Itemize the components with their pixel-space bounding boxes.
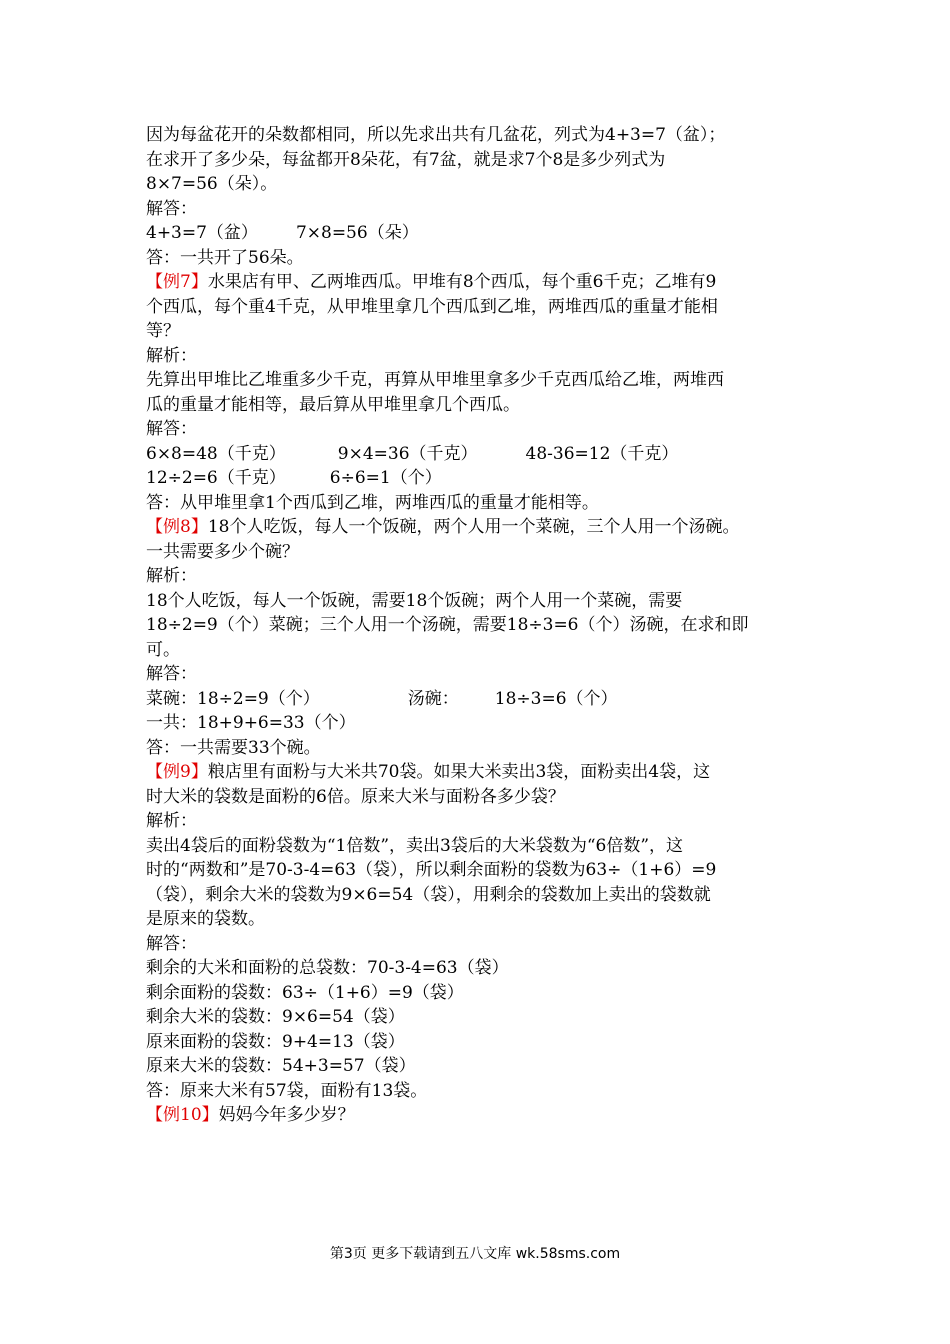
- example-tag: 【例8】: [146, 517, 208, 537]
- example-heading: [146, 515, 816, 540]
- equation-line: 剩余大米的袋数：9×6=54（袋）: [146, 1007, 405, 1027]
- answer-line: 答：一共开了56朵。: [146, 247, 304, 268]
- equation-line: [146, 221, 816, 246]
- equation-line: [146, 466, 816, 491]
- section-label: 解析：: [146, 811, 197, 831]
- equation-line: [146, 687, 816, 712]
- text-line: 等？: [146, 321, 180, 341]
- equation-line: 一共：18+9+6=33（个）: [146, 713, 356, 733]
- text-line: 一共需要多少个碗？: [146, 541, 299, 562]
- example-text: 18个人吃饭，每人一个饭碗，两个人用一个菜碗，三个人用一个汤碗。: [207, 517, 740, 537]
- text-line: 时大米的袋数是面粉的6倍。原来大米与面粉各多少袋？: [146, 786, 565, 807]
- equation-line: [146, 442, 816, 467]
- equation: 菜碗：18÷2=9（个）: [146, 688, 320, 709]
- text-line: 个西瓜，每个重4千克，从甲堆里拿几个西瓜到乙堆，两堆西瓜的重量才能相: [146, 296, 718, 317]
- section-label: 解答：: [146, 664, 197, 684]
- equation: 6×8=48（千克）: [146, 443, 286, 464]
- text-line: 卖出4袋后的面粉袋数为“1倍数”，卖出3袋后的大米袋数为“6倍数”，这: [146, 835, 684, 856]
- text-line: 18个人吃饭，每人一个饭碗，需要18个饭碗；两个人用一个菜碗，需要: [146, 590, 683, 611]
- section-label: 解答：: [146, 198, 197, 219]
- text-line: 18÷2=9（个）菜碗；三个人用一个汤碗，需要18÷3=6（个）汤碗，在求和即: [146, 615, 749, 635]
- text-line: 是原来的袋数。: [146, 909, 265, 929]
- section-label: 解析：: [146, 345, 197, 366]
- example-tag: 【例10】: [146, 1105, 219, 1125]
- section-label: 解答：: [146, 933, 197, 954]
- equation-label: 汤碗：: [407, 688, 459, 709]
- equation-line: 原来大米的袋数：54+3=57（袋）: [146, 1056, 416, 1076]
- equation: 48-36=12（千克）: [525, 443, 679, 464]
- equation: 6÷6=1（个）: [329, 468, 442, 488]
- equation-line: 原来面粉的袋数：9+4=13（袋）: [146, 1031, 405, 1052]
- page-footer: 第3页 更多下载请到五八文库 wk.58sms.com: [329, 1246, 621, 1262]
- example-text: 粮店里有面粉与大米共70袋。如果大米卖出3袋，面粉卖出4袋，这: [207, 762, 711, 782]
- example-tag: 【例7】: [146, 272, 208, 292]
- answer-line: 答：原来大米有57袋，面粉有13袋。: [146, 1080, 428, 1101]
- equation: 7×8=56（朵）: [295, 223, 419, 243]
- example-heading: [146, 1103, 816, 1128]
- example-tag: 【例9】: [146, 762, 208, 782]
- equation-line: 剩余的大米和面粉的总袋数：70-3-4=63（袋）: [146, 958, 509, 978]
- text-line: 可。: [146, 639, 180, 660]
- equation: 18÷3=6（个）: [494, 688, 618, 709]
- document-body: [146, 123, 816, 1128]
- text-line: 瓜的重量才能相等，最后算从甲堆里拿几个西瓜。: [146, 394, 520, 415]
- equation: 9×4=36（千克）: [337, 443, 478, 464]
- equation: 12÷2=6（千克）: [146, 468, 286, 488]
- text-line: 在求开了多少朵，每盆都开8朵花，有7盆，就是求7个8是多少列式为: [146, 149, 666, 170]
- section-label: 解析：: [146, 566, 197, 586]
- text-line: 8×7=56（朵）。: [146, 174, 278, 194]
- answer-line: 答：从甲堆里拿1个西瓜到乙堆，两堆西瓜的重量才能相等。: [146, 492, 599, 513]
- answer-line: 答：一共需要33个碗。: [146, 737, 321, 758]
- example-text: 水果店有甲、乙两堆西瓜。甲堆有8个西瓜，每个重6千克；乙堆有9: [207, 272, 717, 292]
- equation: 4+3=7（盆）: [146, 223, 258, 243]
- text-line: 时的“两数和”是70-3-4=63（袋），所以剩余面粉的袋数为63÷（1+6）=9: [146, 860, 717, 880]
- text-line: 先算出甲堆比乙堆重多少千克，再算从甲堆里拿多少千克西瓜给乙堆，两堆西: [146, 370, 724, 390]
- equation-line: 剩余面粉的袋数：63÷（1+6）=9（袋）: [146, 982, 464, 1003]
- example-text: 妈妈今年多少岁？: [218, 1105, 355, 1125]
- text-line: （袋），剩余大米的袋数为9×6=54（袋），用剩余的袋数加上卖出的袋数就: [146, 884, 711, 905]
- section-label: 解答：: [146, 419, 197, 439]
- example-heading: [146, 760, 816, 785]
- text-line: 因为每盆花开的朵数都相同，所以先求出共有几盆花，列式为4+3=7（盆）；: [146, 125, 726, 145]
- example-heading: [146, 270, 816, 295]
